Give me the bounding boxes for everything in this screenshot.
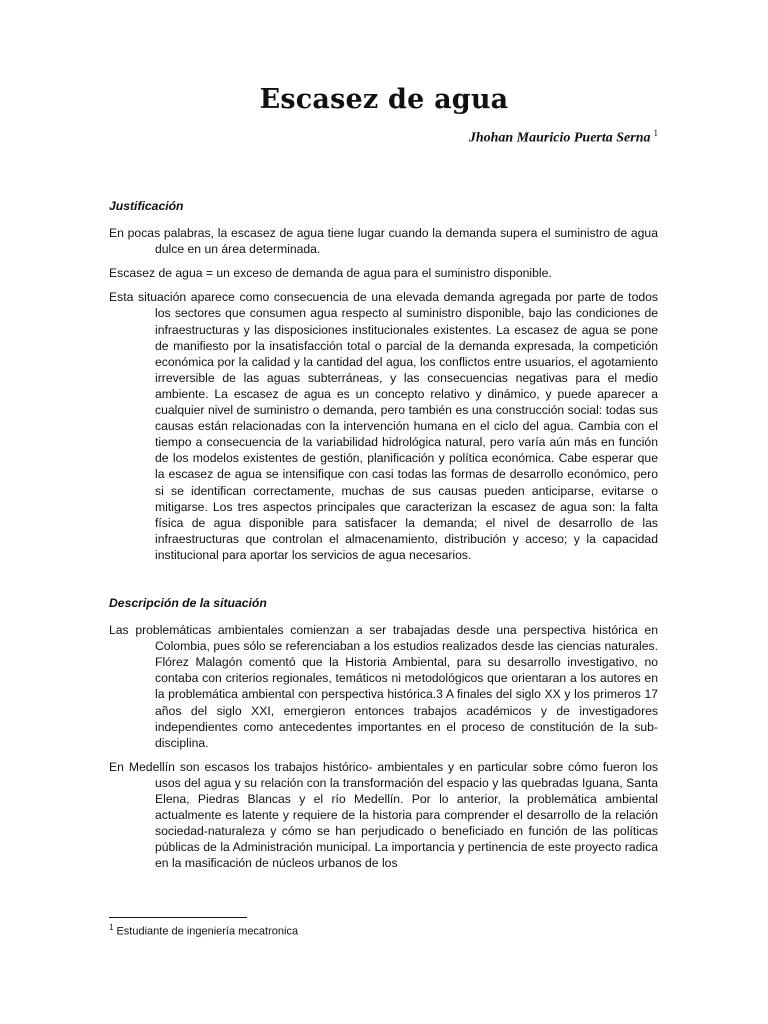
footnote-mark: 1 (109, 923, 114, 932)
author-line (469, 128, 658, 147)
author-name: Jhohan Mauricio Puerta Serna (468, 130, 651, 146)
section-heading: Descripción de la situación (109, 595, 267, 610)
document-title: Escasez de agua (259, 84, 509, 115)
paragraph: Esta situación aparece como consecuencia de una elevada demanda agregada por parte de todos los sectores que consumen agua respecto al suministro disponible, bajo las condiciones de infraestructuras y las disposiciones institucionales existentes. La escasez de agua se pone de manifiesto por la insatisfacción total o parcial de la demanda expresada, la competición económica por la calidad y la cantidad del agua, los conflictos entre usuarios, el agotamiento irreversible de las aguas subterráneas, y las consecuencias negativas para el medio ambiente. La escasez de agua es un concepto relativo y dinámico, y puede aparecer a cualquier nivel de suministro o demanda, pero también es una construcción social: todas sus causas están relacionadas con la intervención humana en el ciclo del agua. Cambia con el tiempo a consecuencia de la variabilidad hidrológica natural, pero varía aún más en función de los modelos existentes de gestión, planificación y política económica. Cabe esperar que la escasez de agua se intensifique con casi todas las formas de desarrollo económico, pero si se identifican correctamente, muchas de sus causas pueden anticiparse, evitarse o mitigarse. Los tres aspectos principales que caracterizan la escasez de agua son: la falta física de agua disponible para satisfacer la demanda; el nivel de desarrollo de las infraestructuras que controlan el almacenamiento, distribución y acceso; y la capacidad institucional para aportar los servicios de agua necesarios. (109, 290, 658, 562)
section-spacer (109, 571, 658, 595)
footnote-text: Estudiante de ingeniería mecatronica (116, 925, 299, 938)
paragraph: En pocas palabras, la escasez de agua tiene lugar cuando la demanda supera el suministro de agua dulce en un área determinada. (109, 226, 658, 257)
paragraph: Escasez de agua = un exceso de demanda de agua para el suministro disponible. (109, 266, 552, 281)
section-heading: Justificación (109, 199, 184, 213)
footnote-divider (109, 917, 247, 918)
paragraph: Las problemáticas ambientales comienzan a ser trabajadas desde una perspectiva histórica en Colombia, pues sólo se referenciaban a los estudios realizados desde las ciencias naturales. Flórez Malagón comentó que la Historia Ambiental, para su desarrollo investigativo, no contaba con criterios regionales, temáticos ni metodológicos que orientaran a los autores en la problemática ambiental con perspectiva histórica.3 A finales del siglo XX y los primeros 17 años del siglo XXI, emergieron entonces trabajos académicos y de investigadores independientes como antecedentes importantes en el proceso de constitución de la sub-disciplina. (109, 623, 658, 750)
author-footnote-mark: 1 (653, 128, 658, 138)
document-body (109, 198, 658, 879)
paragraph: En Medellín son escasos los trabajos histórico- ambientales y en particular sobre cómo fueron los usos del agua y su relación con la transformación del espacio y las quebradas Iguana, Santa Elena, Piedras Blancas y el río Medellín. Por lo anterior, la problemática ambiental actualmente es latente y requiere de la historia para comprender el desarrollo de la relación sociedad-naturaleza y cómo se han perjudicado o beneficiado en función de las políticas públicas de la Administración municipal. La importancia y pertinencia de este proyecto radica en la masificación de núcleos urbanos de los (109, 759, 658, 871)
footnote (109, 923, 298, 938)
section-descripcion (109, 595, 658, 872)
section-justificacion (109, 198, 658, 563)
